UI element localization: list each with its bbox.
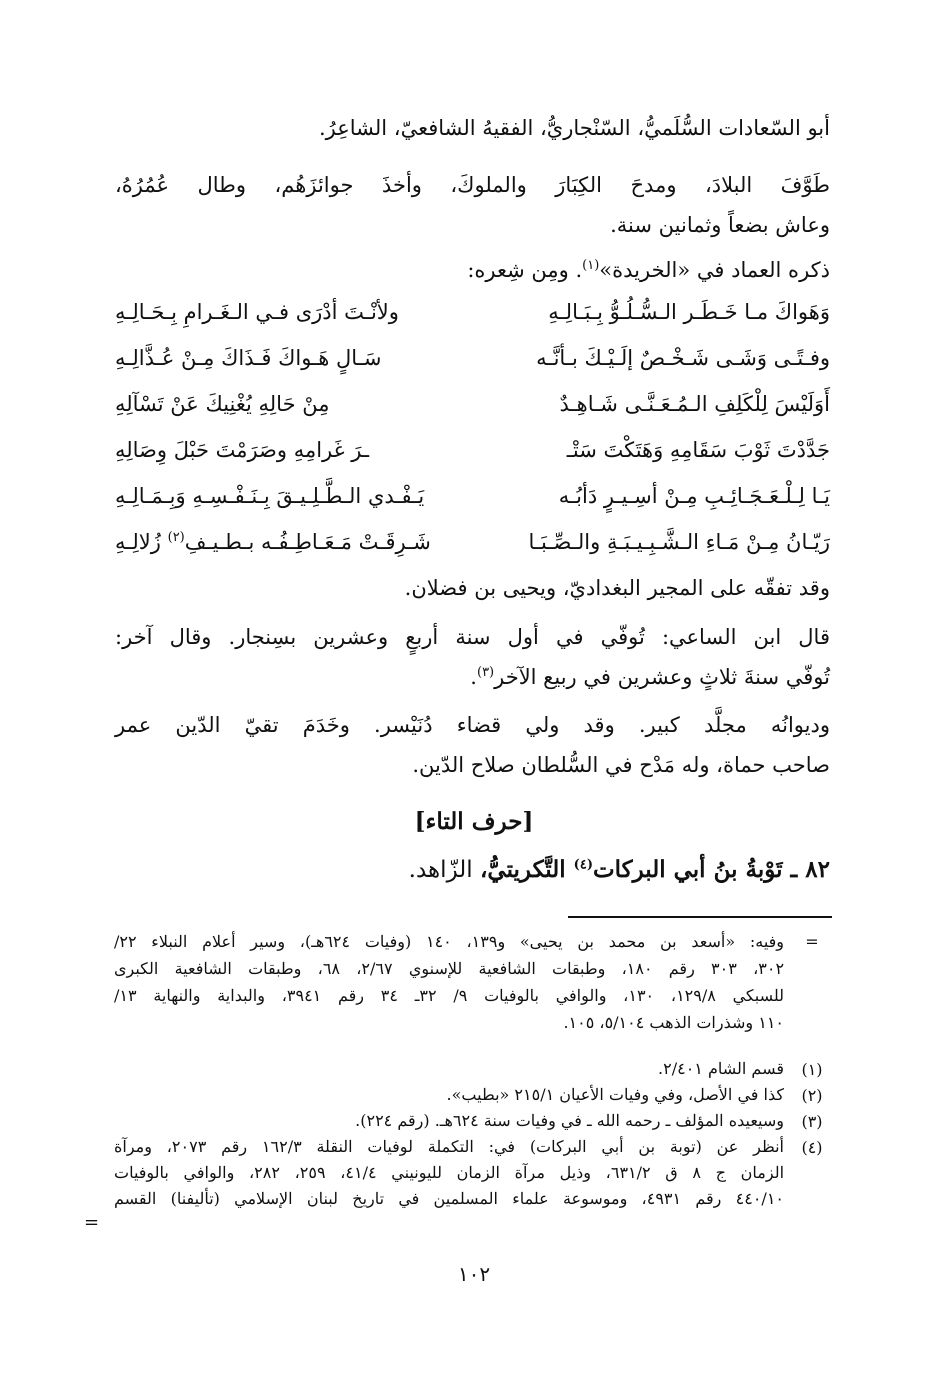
- verse-first-hemistich: وفـتًـى وَشَـى شَـخْـصٌ إلَـيْـكَ بـأنَّـه: [536, 346, 830, 370]
- footnote-line: الزمان ج ٨ ق ٦٣١/٢، وذيل مرآة الزمان لليونيني ٤١/٤، ٢٥٩، ٢٨٢، والوافي بالوفيات: [114, 1163, 785, 1182]
- footnote: [114, 1108, 832, 1134]
- verse-first-hemistich: وَهَواكَ مـا خَـطَـر الـسُّـلُـوُّ بِـبَـالِـهِ: [548, 300, 830, 324]
- text-segment: ذكره العماد في «الخريدة»: [599, 258, 830, 282]
- poem-verse: [115, 474, 830, 520]
- footnote-line: وفيه: «أسعد بن محمد بن يحيى» و١٣٩، ١٤٠ (وفيات ٦٢٤هـ)، وسير أعلام النبلاء ٢٢/: [114, 932, 785, 951]
- verse-second-hemistich: [115, 520, 431, 564]
- continuation-marker: =: [805, 932, 819, 951]
- paragraph-teachers: [115, 568, 830, 608]
- footnotes: [114, 1056, 832, 1212]
- poem-verse: [115, 520, 830, 566]
- poem-verse: [115, 428, 830, 474]
- footnote-marker: (٣): [801, 1112, 823, 1131]
- poem-verse: [115, 336, 830, 382]
- poem-verse: [115, 290, 830, 336]
- footnote-line: أنظر عن (توبة بن أبي البركات) في: التكملة لوفيات النقلة ١٦٢/٣ رقم ٢٠٧٣، ومرآة: [114, 1137, 785, 1156]
- text-line: وقد تفقّه على المجير البغداديّ، ويحيى بن فضلان.: [404, 576, 830, 600]
- poem-verse: [115, 382, 830, 428]
- text-line: قال ابن الساعي: تُوفّي في أول سنة أربعٍ وعشرين بسِنجار. وقال آخر:: [115, 625, 830, 649]
- verse-second-hemistich: ولأنْـتَ أدْرَى فـي الـغَـرامِ بِـحَـالِـهِ: [115, 300, 399, 324]
- footnote-line: للسبكي ١٢٩/٨، ١٣٠، والوافي بالوفيات ٩/ ٣٢ـ ٣٤ رقم ٣٩٤١، والبداية والنهاية ١٣/: [114, 986, 785, 1005]
- text-segment: . ومِن شِعره:: [467, 258, 583, 282]
- footnote-ref: (٢): [167, 530, 185, 545]
- verse-first-hemistich: جَدَّدْتَ ثَوْبَ سَقَامِهِ وَهَتَكْتَ سَتْـ: [566, 438, 830, 462]
- footnote-line: ٣٠٢، ٣٠٣ رقم ١٨٠، وطبقات الشافعية للإسنوي ٢/٦٧، ٦٨، وطبقات الشافعية الكبرى: [114, 959, 785, 978]
- paragraph-diwan: [115, 705, 830, 785]
- footnote-line: ١١٠ وشذرات الذهب ٥/١٠٤، ١٠٥.: [563, 1013, 784, 1032]
- footnote-marker: (٢): [801, 1086, 823, 1105]
- entry-descriptor: الزّاهد.: [408, 857, 480, 883]
- footnote: [114, 1082, 832, 1108]
- continuation-marker: =: [84, 1212, 100, 1233]
- paragraph-nisba: [115, 108, 830, 148]
- footnote-marker: (١): [801, 1060, 823, 1079]
- paragraph-source: [115, 250, 830, 290]
- footnote: [114, 928, 832, 1036]
- verse-first-hemistich: أَوَلَيْسَ لِلْكَلِفِ الـمُـعَـنَّـى شَـاهِـدٌ: [559, 392, 830, 416]
- verse-second-hemistich: مِنْ حَالِهِ يُغْنِيكَ عَنْ تَسْآلِهِ: [115, 392, 330, 416]
- entry-title: [115, 856, 830, 883]
- footnote: [114, 1056, 832, 1082]
- text-segment: تُوفّي سنةَ ثلاثٍ وعشرين في ربيع الآخر: [494, 665, 830, 689]
- verse-second-hemistich: يَـفْـدي الـطَّـلِـيـقَ بِـنَـفْـسِـهِ وَبِـمَـالِـهِ: [115, 484, 425, 508]
- verse-first-hemistich: يَـا لِـلْـعَـجَـائِـبِ مِـنْ أسِـيـرٍ دَأبُـه: [558, 484, 830, 508]
- footnote-ref: (٤): [573, 857, 593, 873]
- section-heading: [حرف التاء]: [414, 808, 534, 835]
- footnote-line: كذا في الأصل، وفي وفيات الأعيان ٢١٥/١ «بطيب».: [446, 1085, 784, 1104]
- text-line: صاحب حماة، وله مَدْح في السُّلطان صلاح الدّين.: [412, 753, 830, 777]
- text-segment: زُلالِـهِ: [115, 530, 168, 554]
- footnote-line: ٤٤٠/١٠ رقم ٤٩٣١، وموسوعة علماء المسلمين في تاريخ لبنان الإسلامي (تأليفنا) القسم: [114, 1189, 784, 1208]
- text-segment: شَـرِقَـتْ مَـعَـاطِـفُـه بـطـيـفِ: [184, 530, 431, 554]
- paragraph-death: [115, 617, 830, 697]
- text-line: طَوَّفَ البلادَ، ومدحَ الكِبَارَ والملوكَ، وأخذَ جوائزَهُم، وطال عُمُرُهُ،: [115, 173, 830, 197]
- text-line: وعاش بضعاً وثمانين سنة.: [610, 213, 830, 237]
- footnote: [114, 1134, 832, 1212]
- footnote-ref: (١): [582, 258, 600, 273]
- verse-second-hemistich: سَـالٍ هَـواكَ فَـذَاكَ مِـنْ عُـذَّالِـهِ: [115, 346, 382, 370]
- poem: [115, 290, 830, 566]
- footnote-line: وسيعيده المؤلف ـ رحمه الله ـ في وفيات سنة ٦٢٤هـ. (رقم ٢٢٤).: [355, 1111, 784, 1130]
- footnote-marker: (٤): [801, 1138, 823, 1157]
- footnote-separator: [568, 916, 832, 918]
- footnotes-continued: [114, 928, 832, 1036]
- text-line: [115, 657, 830, 697]
- entry-name: ٨٢ ـ تَوْبةُ بنُ أبي البركات: [592, 856, 830, 883]
- text-segment: .: [470, 665, 477, 689]
- paragraph-biography: [115, 165, 830, 245]
- text-line: وديوانُه مجلَّد كبير. وقد ولي قضاء دُنَيْسر. وخَدَمَ تقيّ الدّين عمر: [115, 713, 830, 737]
- footnote-ref: (٣): [476, 665, 495, 680]
- entry-nisba: التَّكريتيُّ،: [479, 856, 574, 883]
- text-line: [115, 250, 830, 290]
- text-line: أبو السّعادات السُّلَميُّ، السّنْجاريُّ، الفقيهُ الشافعيّ، الشاعِرُ.: [318, 116, 830, 140]
- verse-first-hemistich: رَيّـانُ مِـنْ مَـاءِ الـشَّـبِـيـبَـةِ والـصِّـبَـا: [528, 530, 830, 554]
- page-number: ١٠٢: [457, 1262, 491, 1286]
- verse-second-hemistich: ـرَ غَرامِهِ وصَرَمْتَ حَبْلَ وِصَالِهِ: [115, 438, 370, 462]
- footnote-line: قسم الشام ٢/٤٠١.: [658, 1059, 784, 1078]
